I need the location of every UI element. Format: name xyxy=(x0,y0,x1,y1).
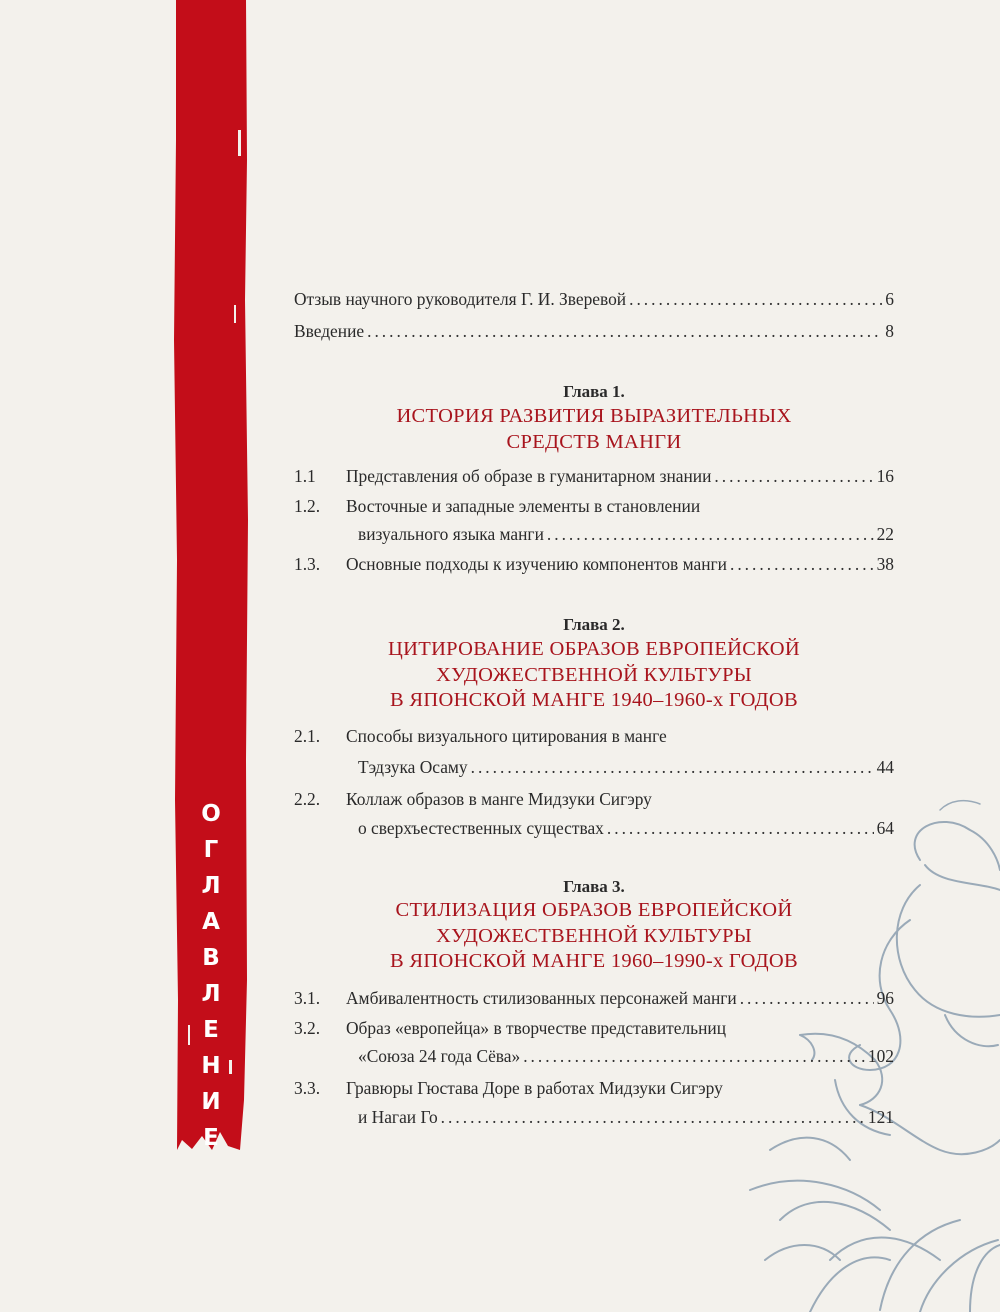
section-number: 1.1 xyxy=(294,466,316,486)
toc-entry[interactable] xyxy=(294,316,894,346)
toc-section[interactable] xyxy=(294,549,894,579)
toc-section-continuation[interactable] xyxy=(358,1102,894,1132)
dot-leader xyxy=(730,549,874,579)
chapter-title-line: ХУДОЖЕСТВЕННОЙ КУЛЬТУРЫ xyxy=(436,663,752,686)
dot-leader xyxy=(367,316,882,346)
side-title-letter: Л xyxy=(201,873,221,899)
chapter-label: Глава 2. xyxy=(563,615,625,634)
section-number: 3.3. xyxy=(294,1078,321,1098)
toc-section-continuation[interactable] xyxy=(358,1041,894,1071)
toc-entry[interactable] xyxy=(294,284,894,314)
section-title-continued: Тэдзука Осаму xyxy=(358,757,468,777)
dot-leader xyxy=(471,752,874,782)
section-title: Представления об образе в гуманитарном знании xyxy=(346,466,712,486)
section-title: Амбивалентность стилизованных персонажей манги xyxy=(346,988,737,1008)
side-title-letter: Г xyxy=(203,837,219,863)
section-number: 3.2. xyxy=(294,1018,321,1038)
chapter-label: Глава 3. xyxy=(563,877,625,896)
toc-entry-title: Отзыв научного руководителя Г. И. Зверевой xyxy=(294,289,627,309)
section-number: 1.3. xyxy=(294,554,321,574)
section-title-continued: и Нагаи Го xyxy=(358,1107,438,1127)
chapter-label: Глава 1. xyxy=(563,382,625,401)
section-number: 1.2. xyxy=(294,496,321,516)
section-title: Восточные и западные элементы в становлении xyxy=(346,496,701,516)
dot-leader xyxy=(740,983,874,1013)
toc-section-continuation[interactable] xyxy=(358,813,894,843)
toc-section[interactable] xyxy=(294,983,894,1013)
section-title-continued: визуального языка манги xyxy=(358,524,544,544)
dot-leader xyxy=(547,519,874,549)
dot-leader xyxy=(607,813,874,843)
chapter-title-line: ЦИТИРОВАНИЕ ОБРАЗОВ ЕВРОПЕЙСКОЙ xyxy=(388,638,800,660)
side-title-letter: Е xyxy=(203,1017,219,1043)
toc-page-number: 102 xyxy=(867,1046,894,1066)
side-title-letter: О xyxy=(201,801,221,827)
dot-leader xyxy=(523,1041,865,1071)
dot-leader xyxy=(714,461,873,491)
chapter-title-line: ИСТОРИЯ РАЗВИТИЯ ВЫРАЗИТЕЛЬНЫХ xyxy=(396,405,792,427)
section-title: Способы визуального цитирования в манге xyxy=(346,726,667,746)
toc-section[interactable] xyxy=(294,784,894,814)
side-title-letter: Л xyxy=(201,981,221,1007)
chapter-title-line: СТИЛИЗАЦИЯ ОБРАЗОВ ЕВРОПЕЙСКОЙ xyxy=(395,899,793,921)
section-title: Образ «европейца» в творчестве представительниц xyxy=(346,1018,727,1038)
toc-page-number: 16 xyxy=(876,466,894,486)
side-title-letter: А xyxy=(202,909,220,935)
section-title-continued: «Союза 24 года Сёва» xyxy=(358,1046,521,1066)
side-title-letter: Н xyxy=(201,1053,221,1079)
section-number: 2.1. xyxy=(294,726,321,746)
toc-section[interactable] xyxy=(294,491,894,521)
chapter-title[interactable] xyxy=(294,404,894,455)
toc-page-number: 8 xyxy=(885,321,894,341)
dot-leader xyxy=(441,1102,865,1132)
chapter-title-line: В ЯПОНСКОЙ МАНГЕ 1940–1960-х ГОДОВ xyxy=(389,689,799,711)
toc-section[interactable] xyxy=(294,1013,894,1043)
chapter-title-line: СРЕДСТВ МАНГИ xyxy=(506,430,682,453)
section-title: Гравюры Гюстава Доре в работах Мидзуки Сигэру xyxy=(346,1078,723,1098)
toc-section-continuation[interactable] xyxy=(358,519,894,549)
chapter-title-line: В ЯПОНСКОЙ МАНГЕ 1960–1990-х ГОДОВ xyxy=(389,950,799,972)
toc-page-number: 121 xyxy=(867,1107,894,1127)
toc-section[interactable] xyxy=(294,1073,894,1103)
toc-section[interactable] xyxy=(294,461,894,491)
toc-page-number: 96 xyxy=(876,988,894,1008)
section-title: Коллаж образов в манге Мидзуки Сигэру xyxy=(346,789,652,809)
side-title-letter: И xyxy=(201,1089,221,1115)
chapter-title[interactable] xyxy=(294,637,894,714)
chapter-title[interactable] xyxy=(294,898,894,975)
toc-page-number: 6 xyxy=(885,289,894,309)
side-title-letter: Е xyxy=(203,1125,219,1151)
dot-leader xyxy=(629,284,882,314)
toc-page-number: 22 xyxy=(876,524,894,544)
side-title-letter: В xyxy=(202,945,220,971)
section-number: 3.1. xyxy=(294,988,321,1008)
section-number: 2.2. xyxy=(294,789,321,809)
toc-page-number: 64 xyxy=(876,818,894,838)
toc-entry-title: Введение xyxy=(294,321,365,341)
toc-section-continuation[interactable] xyxy=(358,752,894,782)
toc-section[interactable] xyxy=(294,721,894,751)
section-title-continued: о сверхъестественных существах xyxy=(358,818,604,838)
toc-page-number: 38 xyxy=(876,554,894,574)
section-title: Основные подходы к изучению компонентов манги xyxy=(346,554,727,574)
chapter-title-line: ХУДОЖЕСТВЕННОЙ КУЛЬТУРЫ xyxy=(436,924,752,947)
toc-page-number: 44 xyxy=(876,757,894,777)
vertical-section-title xyxy=(186,796,236,1156)
